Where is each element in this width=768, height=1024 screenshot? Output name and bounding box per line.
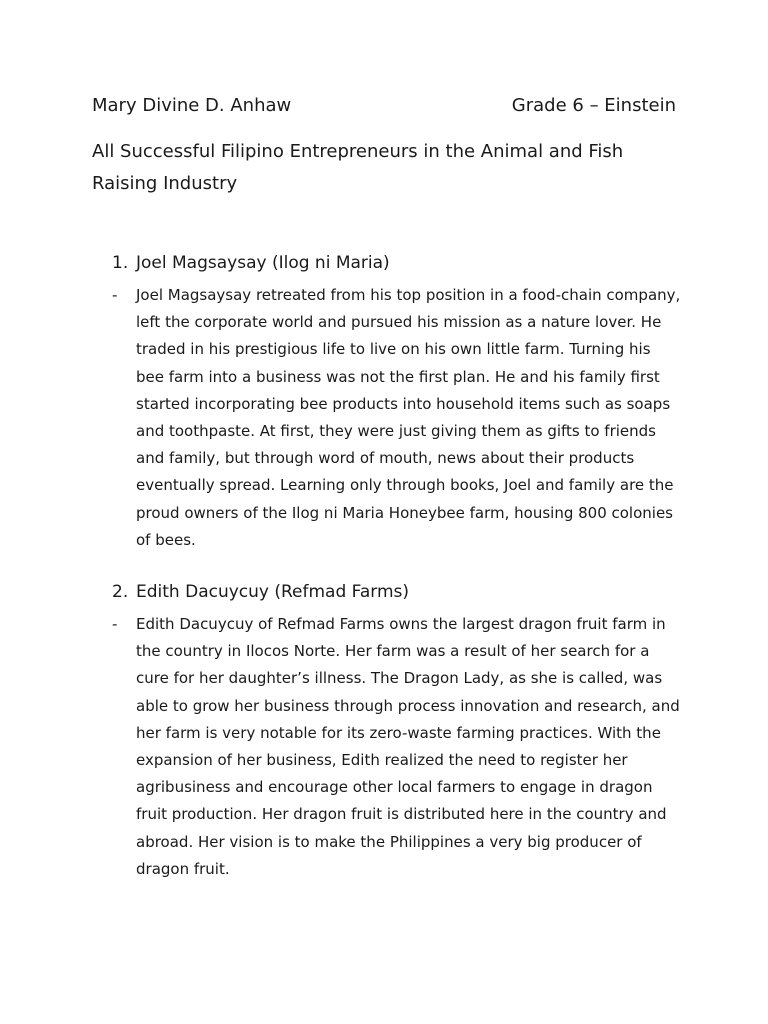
author-name: Mary Divine D. Anhaw — [92, 95, 292, 116]
bullet-dash: - — [112, 286, 118, 304]
list-item-paragraph: Joel Magsaysay retreated from his top position in a food-chain company, left the corporate world and pursued his mission as a nature lover. He traded in his prestigious life to live on his own little farm. Turning his bee farm into a business was not the first plan. He and his family first started incorporating bee products into household items such as soaps and toothpaste. At first, they were just giving them as gifts to friends and family, but through word of mouth, news about their products eventually spread. Learning only through books, Joel and family are the proud owners of the Ilog ni Maria Honeybee farm, housing 800 colonies of bees. — [136, 286, 681, 549]
bullet-dash: - — [112, 615, 118, 633]
list-item-number: 2. — [112, 582, 129, 602]
list-item-body — [112, 611, 682, 883]
list-item-title: Joel Magsaysay (Ilog ni Maria) — [136, 253, 390, 273]
list-item-number: 1. — [112, 253, 129, 273]
list-item-heading — [112, 582, 409, 602]
document-title: All Successful Filipino Entrepreneurs in the Animal and Fish Raising Industry — [92, 141, 624, 194]
document-header — [92, 95, 676, 123]
list-item-body — [112, 282, 682, 554]
grade-section: Grade 6 – Einstein — [511, 95, 676, 116]
list-item-title: Edith Dacuycuy (Refmad Farms) — [136, 582, 410, 602]
list-item-heading — [112, 253, 390, 273]
list-item-paragraph: Edith Dacuycuy of Refmad Farms owns the largest dragon fruit farm in the country in Ilocos Norte. Her farm was a result of her search for a cure for her daughter’s illness. The Dragon Lady, as she is called, was able to grow her business through process innovation and research, and her farm is very notable for its zero-waste farming practices. With the expansion of her business, Edith realized the need to register her agribusiness and encourage other local farmers to engage in dragon fruit production. Her dragon fruit is distributed here in the country and abroad. Her vision is to make the Philippines a very big producer of dragon fruit. — [136, 615, 680, 878]
